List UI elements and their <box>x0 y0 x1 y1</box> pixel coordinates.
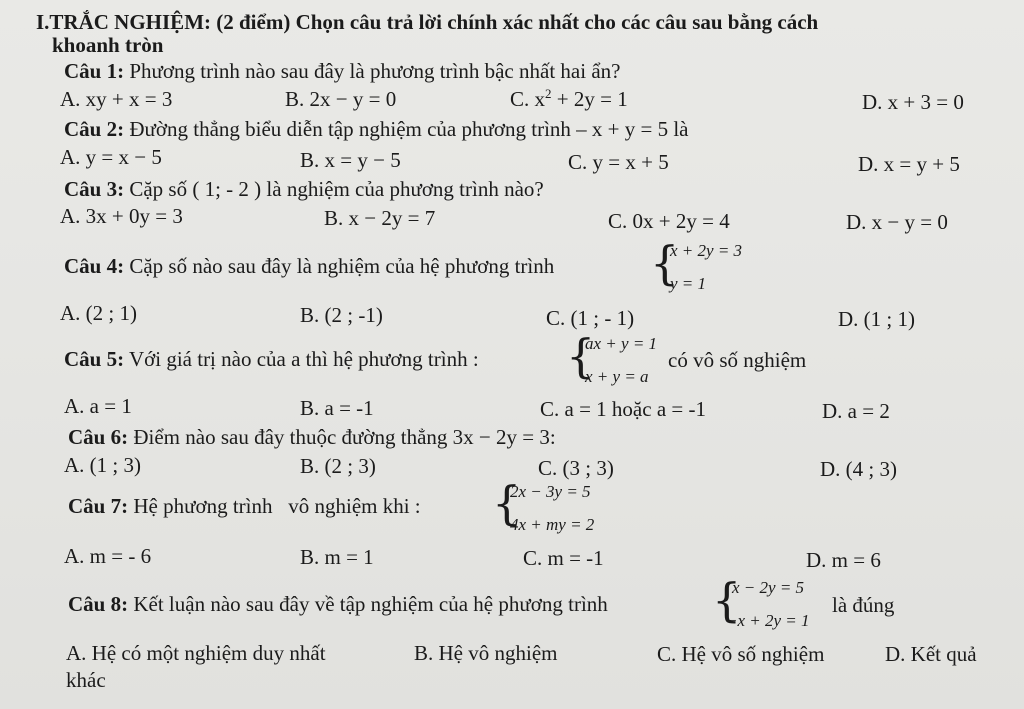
question-8-tail: là đúng <box>832 593 895 617</box>
question-2-label: Câu 2: <box>64 117 125 141</box>
q5-option-b[interactable]: B. a = -1 <box>300 396 374 420</box>
q8-system-eq2: −x + 2y = 1 <box>726 611 810 630</box>
q8-option-c[interactable]: C. Hệ vô số nghiệm <box>657 642 825 666</box>
q4-system-eq1: x + 2y = 3 <box>670 241 743 260</box>
q1-option-a[interactable]: A. xy + x = 3 <box>60 87 173 111</box>
question-3-label: Câu 3: <box>64 177 125 201</box>
section-title: I.TRẮC NGHIỆM: (2 điểm) Chọn câu trả lời chính xác nhất cho các câu sau bằng cách <box>36 10 819 34</box>
q8-option-d-continued: khác <box>66 668 106 692</box>
q1-option-d[interactable]: D. x + 3 = 0 <box>862 90 964 114</box>
question-8-text: Kết luận nào sau đây về tập nghiệm của hệ phương trình <box>133 592 608 616</box>
question-2-text: Đường thẳng biểu diễn tập nghiệm của phương trình – x + y = 5 là <box>129 117 689 141</box>
question-8 <box>68 594 608 615</box>
q5-system-eq2: x + y = a <box>585 367 649 386</box>
question-7 <box>68 496 421 517</box>
q7-system-brace: { <box>492 476 522 530</box>
question-4-text: Cặp số nào sau đây là nghiệm của hệ phương trình <box>129 254 555 278</box>
q1-option-c-sup: 2 <box>545 86 552 101</box>
q8-system-eq1: x − 2y = 5 <box>732 578 805 597</box>
q7-option-b[interactable]: B. m = 1 <box>300 545 374 569</box>
q7-system-eq1: 2x − 3y = 5 <box>510 482 591 501</box>
q4-option-b[interactable]: B. (2 ; -1) <box>300 303 383 327</box>
question-1-text: Phương trình nào sau đây là phương trình bậc nhất hai ẩn? <box>129 59 621 83</box>
question-1 <box>64 61 620 82</box>
question-1-label: Câu 1: <box>64 59 125 83</box>
question-6 <box>68 427 556 448</box>
question-8-label: Câu 8: <box>68 592 129 616</box>
q1-option-c-post: + 2y = 1 <box>551 87 628 111</box>
q5-system-brace: { <box>566 329 596 383</box>
q4-option-d[interactable]: D. (1 ; 1) <box>838 307 915 331</box>
q7-option-a[interactable]: A. m = - 6 <box>64 544 152 568</box>
section-title-continued: khoanh tròn <box>52 33 164 57</box>
question-3-text: Cặp số ( 1; - 2 ) là nghiệm của phương trình nào? <box>129 177 544 201</box>
q7-system-eq2: 4x + my = 2 <box>510 515 595 534</box>
question-3 <box>64 179 544 200</box>
q3-option-a[interactable]: A. 3x + 0y = 3 <box>60 204 183 228</box>
q2-option-d[interactable]: D. x = y + 5 <box>858 152 960 176</box>
q8-option-a[interactable]: A. Hệ có một nghiệm duy nhất <box>66 641 326 665</box>
q3-option-d[interactable]: D. x − y = 0 <box>846 210 948 234</box>
question-5-text: Với giá trị nào của a thì hệ phương trình : <box>128 347 479 371</box>
question-4-label: Câu 4: <box>64 254 125 278</box>
q3-option-b[interactable]: B. x − 2y = 7 <box>324 206 436 230</box>
question-4 <box>64 256 554 277</box>
q1-option-c[interactable] <box>510 86 628 111</box>
q6-option-b[interactable]: B. (2 ; 3) <box>300 454 376 478</box>
q5-system-eq1: ax + y = 1 <box>585 334 658 353</box>
q3-option-c[interactable]: C. 0x + 2y = 4 <box>608 209 730 233</box>
q7-option-c[interactable]: C. m = -1 <box>523 546 604 570</box>
q5-option-c[interactable]: C. a = 1 hoặc a = -1 <box>540 397 706 421</box>
question-6-label: Câu 6: <box>68 425 129 449</box>
question-6-text: Điểm nào sau đây thuộc đường thẳng 3x − 2y = 3: <box>133 425 556 449</box>
question-5-label: Câu 5: <box>64 347 125 371</box>
question-5-tail: có vô số nghiệm <box>668 348 807 372</box>
q7-option-d[interactable]: D. m = 6 <box>806 548 881 572</box>
q5-option-d[interactable]: D. a = 2 <box>822 399 890 423</box>
q1-option-c-pre: C. x <box>510 87 546 111</box>
q1-option-b[interactable]: B. 2x − y = 0 <box>285 87 397 111</box>
q2-option-b[interactable]: B. x = y − 5 <box>300 148 401 172</box>
question-7-text: Hệ phương trình vô nghiệm khi : <box>133 494 421 518</box>
q5-option-a[interactable]: A. a = 1 <box>64 394 132 418</box>
question-7-label: Câu 7: <box>68 494 129 518</box>
q2-option-c[interactable]: C. y = x + 5 <box>568 150 669 174</box>
q6-option-a[interactable]: A. (1 ; 3) <box>64 453 141 477</box>
q8-option-d[interactable]: D. Kết quả <box>885 642 977 666</box>
q8-system-brace: { <box>712 573 742 627</box>
q6-option-c[interactable]: C. (3 ; 3) <box>538 456 614 480</box>
question-5 <box>64 349 479 370</box>
q8-option-b[interactable]: B. Hệ vô nghiệm <box>414 641 558 665</box>
q4-system-eq2: y = 1 <box>670 274 707 293</box>
q4-system-brace: { <box>650 236 680 290</box>
question-2 <box>64 119 689 140</box>
q2-option-a[interactable]: A. y = x − 5 <box>60 145 162 169</box>
q4-option-a[interactable]: A. (2 ; 1) <box>60 301 137 325</box>
q6-option-d[interactable]: D. (4 ; 3) <box>820 457 897 481</box>
q4-option-c[interactable]: C. (1 ; - 1) <box>546 306 635 330</box>
